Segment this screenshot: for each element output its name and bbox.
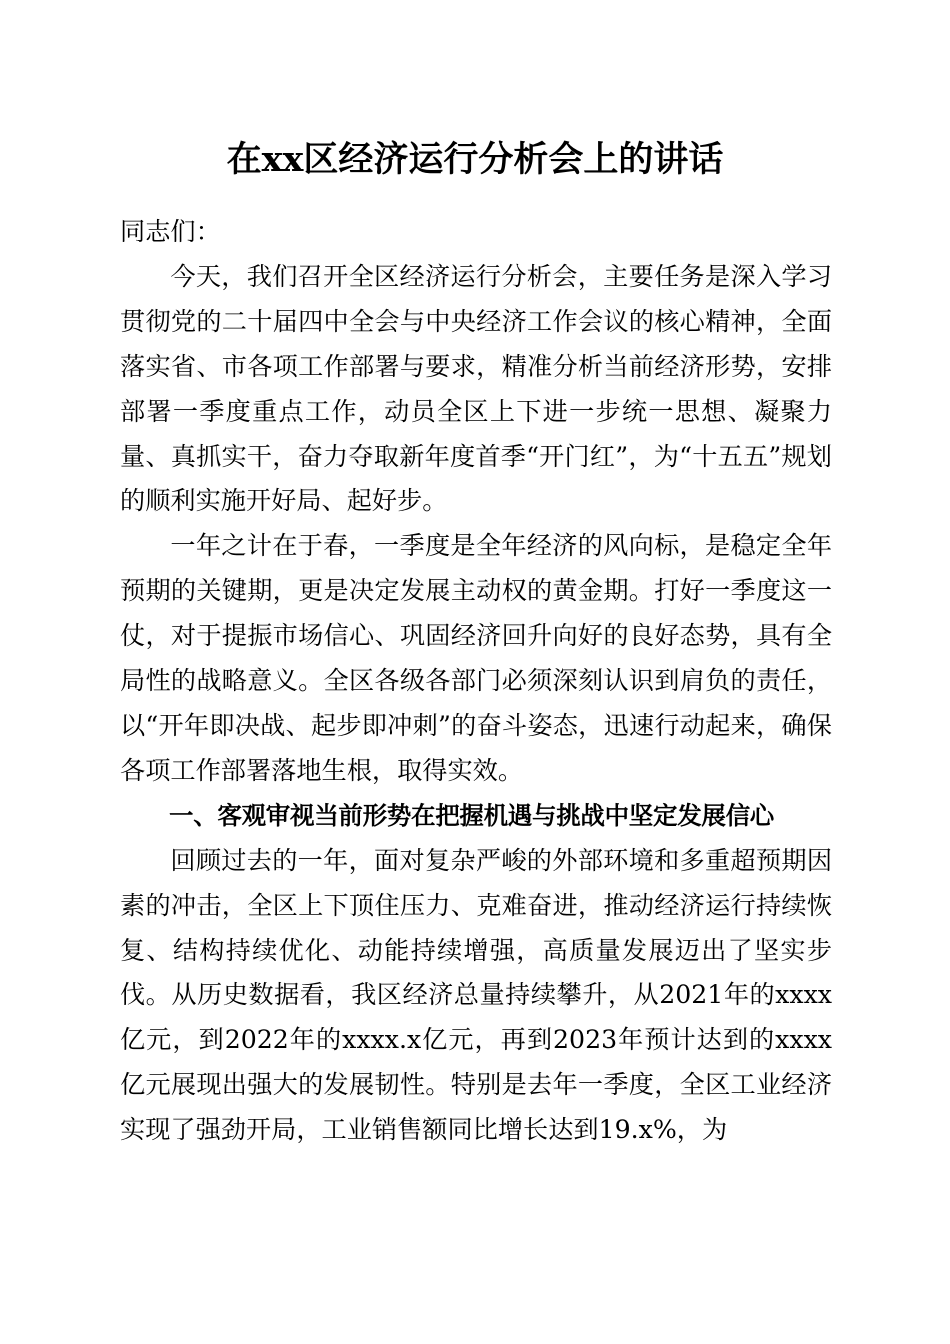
paragraph-first-quarter: 一年之计在于春，一季度是全年经济的风向标，是稳定全年预期的关键期，更是决定发展主动权的黄金期。打好一季度这一仗，对于提振市场信心、巩固经济回升向好的良好态势，具有全局性的战略意义。全区各级各部门必须深刻认识到肩负的责任，以“开年即决战、起步即冲刺”的奋斗姿态，迅速行动起来，确保各项工作部署落地生根，取得实效。 [120, 531, 832, 785]
salutation: 同志们： [120, 217, 221, 246]
paragraph-intro: 今天，我们召开全区经济运行分析会，主要任务是深入学习贯彻党的二十届四中全会与中央经济工作会议的核心精神，全面落实省、市各项工作部署与要求，精准分析当前经济形势，安排部署一季度重点工作，动员全区上下进一步统一思想、凝聚力量、真抓实干，奋力夺取新年度首季“开门红”，为“十五五”规划的顺利实施开好局、起好步。 [120, 261, 832, 516]
paragraph-review: 回顾过去的一年，面对复杂严峻的外部环境和多重超预期因素的冲击，全区上下顶住压力、克难奋进，推动经济运行持续恢复、结构持续优化、动能持续增强，高质量发展迈出了坚实步伐。从历史数据看，我区经济总量持续攀升，从2021年的xxxx亿元，到2022年的xxxx.x亿元，再到2023年预计达到的xxxx亿元展现出强大的发展韧性。特别是去年一季度，全区工业经济实现了强劲开局，工业销售额同比增长达到19.x%，为 [120, 845, 832, 1145]
section-heading: 一、客观审视当前形势在把握机遇与挑战中坚定发展信心 [169, 800, 774, 830]
document-title: 在xx区经济运行分析会上的讲话 [226, 139, 724, 180]
document-body [120, 210, 832, 1153]
